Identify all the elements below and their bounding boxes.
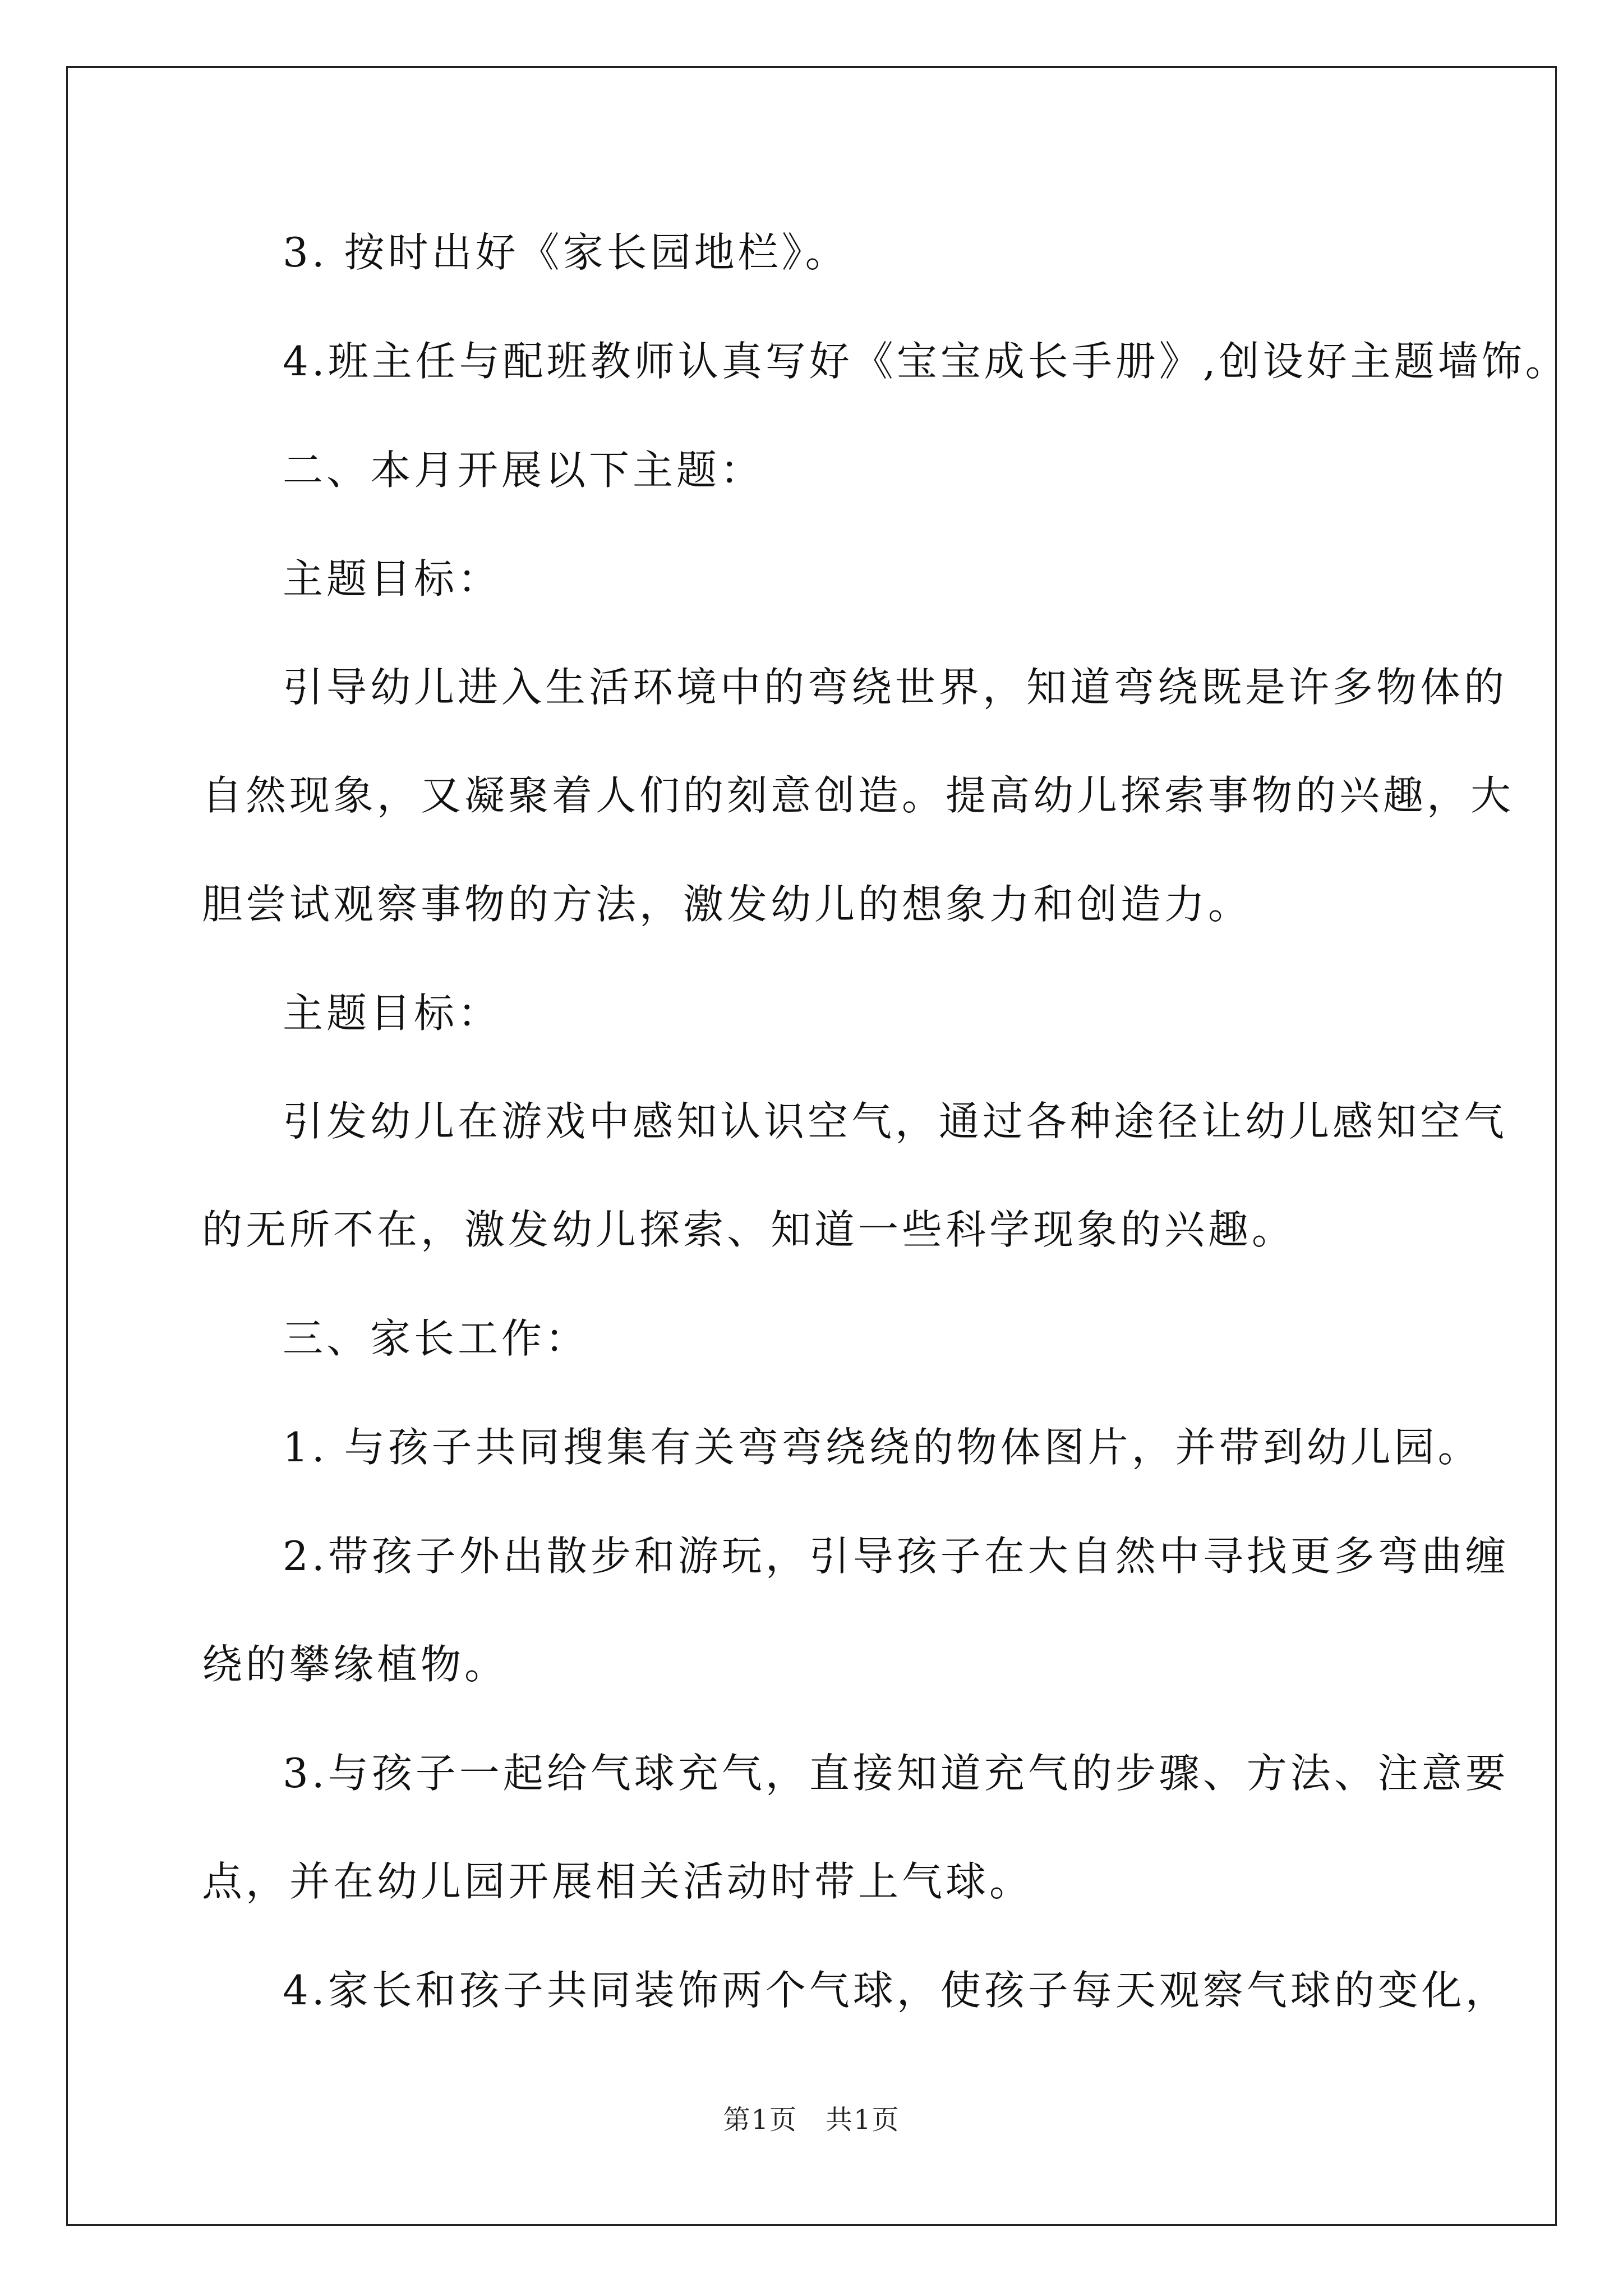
text-line: 1. 与孩子共同搜集有关弯弯绕绕的物体图片，并带到幼儿园。 — [283, 1424, 1482, 1471]
text-line: 绕的攀缘植物。 — [202, 1641, 509, 1688]
text-line: 4.班主任与配班教师认真写好《宝宝成长手册》,创设好主题墙饰。 — [283, 338, 1569, 385]
text-line: 点，并在幼儿园开展相关活动时带上气球。 — [202, 1858, 1034, 1905]
text-line: 主题目标： — [283, 990, 502, 1037]
text-line: 2.带孩子外出散步和游玩，引导孩子在大自然中寻找更多弯曲缠 — [283, 1533, 1509, 1580]
text-line: 引导幼儿进入生活环境中的弯绕世界，知道弯绕既是许多物体的 — [283, 664, 1508, 711]
text-line: 3.与孩子一起给气球充气，直接知道充气的步骤、方法、注意要 — [283, 1750, 1509, 1797]
text-line: 引发幼儿在游戏中感知认识空气，通过各种途径让幼儿感知空气 — [283, 1098, 1508, 1145]
section-heading: 三、家长工作： — [283, 1315, 589, 1362]
text-line: 胆尝试观察事物的方法，激发幼儿的想象力和创造力。 — [202, 881, 1252, 928]
page-footer: 第1页 共1页 — [723, 2104, 900, 2136]
text-line: 3. 按时出好《家长园地栏》。 — [283, 229, 849, 276]
text-line: 主题目标： — [283, 555, 502, 602]
text-line: 4.家长和孩子共同装饰两个气球，使孩子每天观察气球的变化， — [283, 1967, 1509, 2014]
text-line: 自然现象，又凝聚着人们的刻意创造。提高幼儿探索事物的兴趣，大 — [202, 772, 1515, 819]
text-line: 的无所不在，激发幼儿探索、知道一些科学现象的兴趣。 — [202, 1206, 1296, 1253]
section-heading: 二、本月开展以下主题： — [283, 447, 764, 494]
